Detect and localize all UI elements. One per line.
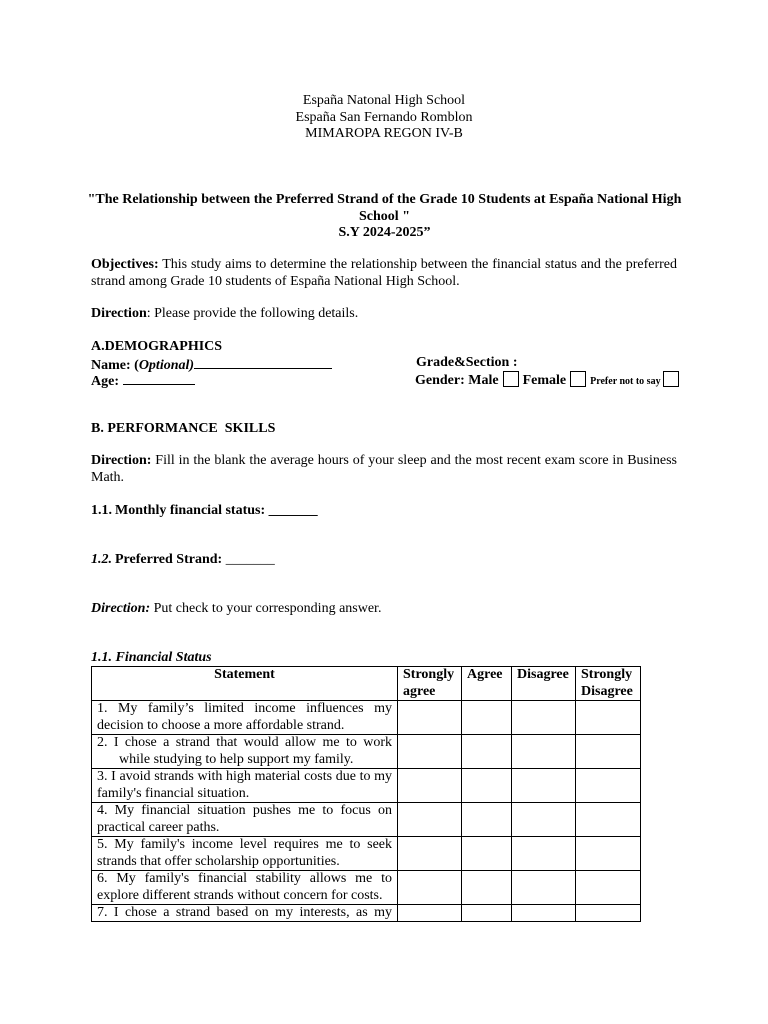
statement-cell: 7. I chose a strand based on my interests, as my: [92, 905, 398, 922]
prefer-not-checkbox[interactable]: [663, 371, 679, 387]
table-row: [92, 905, 641, 922]
performance-heading: B. PERFORMANCE SKILLS: [91, 421, 276, 436]
direction-performance-text: Fill in the blank the average hours of your sleep and the most recent exam score in Business Math.: [91, 453, 677, 485]
strongly-agree-cell[interactable]: [398, 871, 462, 905]
male-checkbox[interactable]: [503, 371, 519, 387]
gender-male-label: Gender: Male: [415, 373, 499, 388]
statement-cell: 6. My family's financial stability allows me to explore different strands without concern for costs.: [92, 871, 398, 905]
disagree-cell[interactable]: [512, 701, 576, 735]
gender-prefer-label: Prefer not to say: [590, 376, 661, 387]
direction-check-text: Put check to your corresponding answer.: [150, 601, 382, 616]
table-header-row: [92, 667, 641, 701]
header-strongly-agree: Strongly agree: [398, 667, 462, 701]
strongly-disagree-cell[interactable]: [576, 701, 641, 735]
agree-cell[interactable]: [462, 837, 512, 871]
strongly-disagree-cell[interactable]: [576, 871, 641, 905]
school-name: España Natonal High School: [302, 93, 466, 108]
question-1-2-blank[interactable]: _______: [222, 552, 275, 567]
agree-cell[interactable]: [462, 905, 512, 922]
gender-row: [415, 371, 683, 391]
question-1-2-number: 1.2.: [91, 552, 112, 567]
title-line-2: School ": [359, 208, 410, 224]
statement-cell: 3. I avoid strands with high material costs due to my family's financial situation.: [92, 769, 398, 803]
grade-section-label: Grade&Section :: [416, 355, 518, 370]
strongly-disagree-cell[interactable]: [576, 803, 641, 837]
disagree-cell[interactable]: [512, 871, 576, 905]
statement-cell: [92, 735, 398, 769]
header-statement: Statement: [92, 667, 398, 701]
header-disagree: Disagree: [512, 667, 576, 701]
table-row: [92, 803, 641, 837]
disagree-cell[interactable]: [512, 735, 576, 769]
table-row: [92, 837, 641, 871]
strongly-agree-cell[interactable]: [398, 769, 462, 803]
table-row: [92, 701, 641, 735]
disagree-cell[interactable]: [512, 905, 576, 922]
disagree-cell[interactable]: [512, 803, 576, 837]
age-row: [91, 371, 195, 391]
strongly-agree-cell[interactable]: [398, 701, 462, 735]
agree-cell[interactable]: [462, 871, 512, 905]
table-row: [92, 735, 641, 769]
question-1-1-label: Monthly financial status: _______: [115, 503, 318, 518]
direction-performance-label: Direction:: [91, 453, 152, 468]
agree-cell[interactable]: [462, 803, 512, 837]
direction-performance: [91, 453, 677, 486]
statement-cell: 5. My family's income level requires me to seek strands that offer scholarship opportunities.: [92, 837, 398, 871]
objectives-paragraph: [91, 257, 677, 290]
female-checkbox[interactable]: [570, 371, 586, 387]
title-line-1: "The Relationship between the Preferred Strand of the Grade 10 Students at España National High: [87, 192, 682, 207]
direction-details: [91, 306, 358, 323]
question-1-2-label: Preferred Strand:: [115, 552, 223, 567]
header-agree: Agree: [462, 667, 512, 701]
question-1-2: [91, 552, 275, 569]
table-caption: 1.1. Financial Status: [91, 650, 212, 665]
financial-status-table: [91, 666, 641, 922]
study-title: [87, 192, 682, 242]
name-label: Name: (: [91, 358, 139, 373]
school-region: MIMAROPA REGON IV-B: [305, 126, 463, 141]
direction-check-label: Direction:: [91, 601, 151, 616]
strongly-agree-cell[interactable]: [398, 837, 462, 871]
strongly-disagree-cell[interactable]: [576, 837, 641, 871]
school-address: España San Fernando Romblon: [295, 109, 473, 125]
age-label: Age:: [91, 374, 119, 389]
strongly-agree-cell[interactable]: [398, 905, 462, 922]
strongly-disagree-cell[interactable]: [576, 769, 641, 803]
strongly-disagree-cell[interactable]: [576, 905, 641, 922]
school-header: [0, 93, 768, 143]
table-row: [92, 871, 641, 905]
name-optional: Optional): [138, 358, 195, 373]
statement-text: 2. I chose a strand that would allow me to work while studying to help support my family.: [97, 735, 392, 767]
title-line-3: S.Y 2024-2025”: [338, 225, 431, 240]
table-row: [92, 769, 641, 803]
question-1-1: [91, 503, 318, 520]
strongly-agree-cell[interactable]: [398, 803, 462, 837]
demographics-heading: A.DEMOGRAPHICS: [91, 339, 223, 354]
name-input-line[interactable]: [194, 355, 332, 369]
header-strongly-disagree: Strongly Disagree: [576, 667, 641, 701]
agree-cell[interactable]: [462, 701, 512, 735]
age-input-line[interactable]: [123, 371, 195, 385]
strongly-disagree-cell[interactable]: [576, 735, 641, 769]
disagree-cell[interactable]: [512, 837, 576, 871]
direction-check: [91, 601, 381, 618]
gender-female-label: Female: [522, 373, 567, 388]
agree-cell[interactable]: [462, 735, 512, 769]
direction-text: : Please provide the following details.: [146, 306, 359, 321]
disagree-cell[interactable]: [512, 769, 576, 803]
objectives-label: Objectives:: [91, 257, 159, 272]
statement-cell: 1. My family’s limited income influences my decision to choose a more affordable strand.: [92, 701, 398, 735]
statement-cell: 4. My financial situation pushes me to focus on practical career paths.: [92, 803, 398, 837]
agree-cell[interactable]: [462, 769, 512, 803]
strongly-agree-cell[interactable]: [398, 735, 462, 769]
question-1-1-number: 1.1.: [91, 503, 112, 518]
direction-label: Direction: [91, 306, 147, 321]
objectives-text: This study aims to determine the relationship between the financial status and the preferred strand among Grade 10 students of España National High School.: [91, 257, 677, 289]
